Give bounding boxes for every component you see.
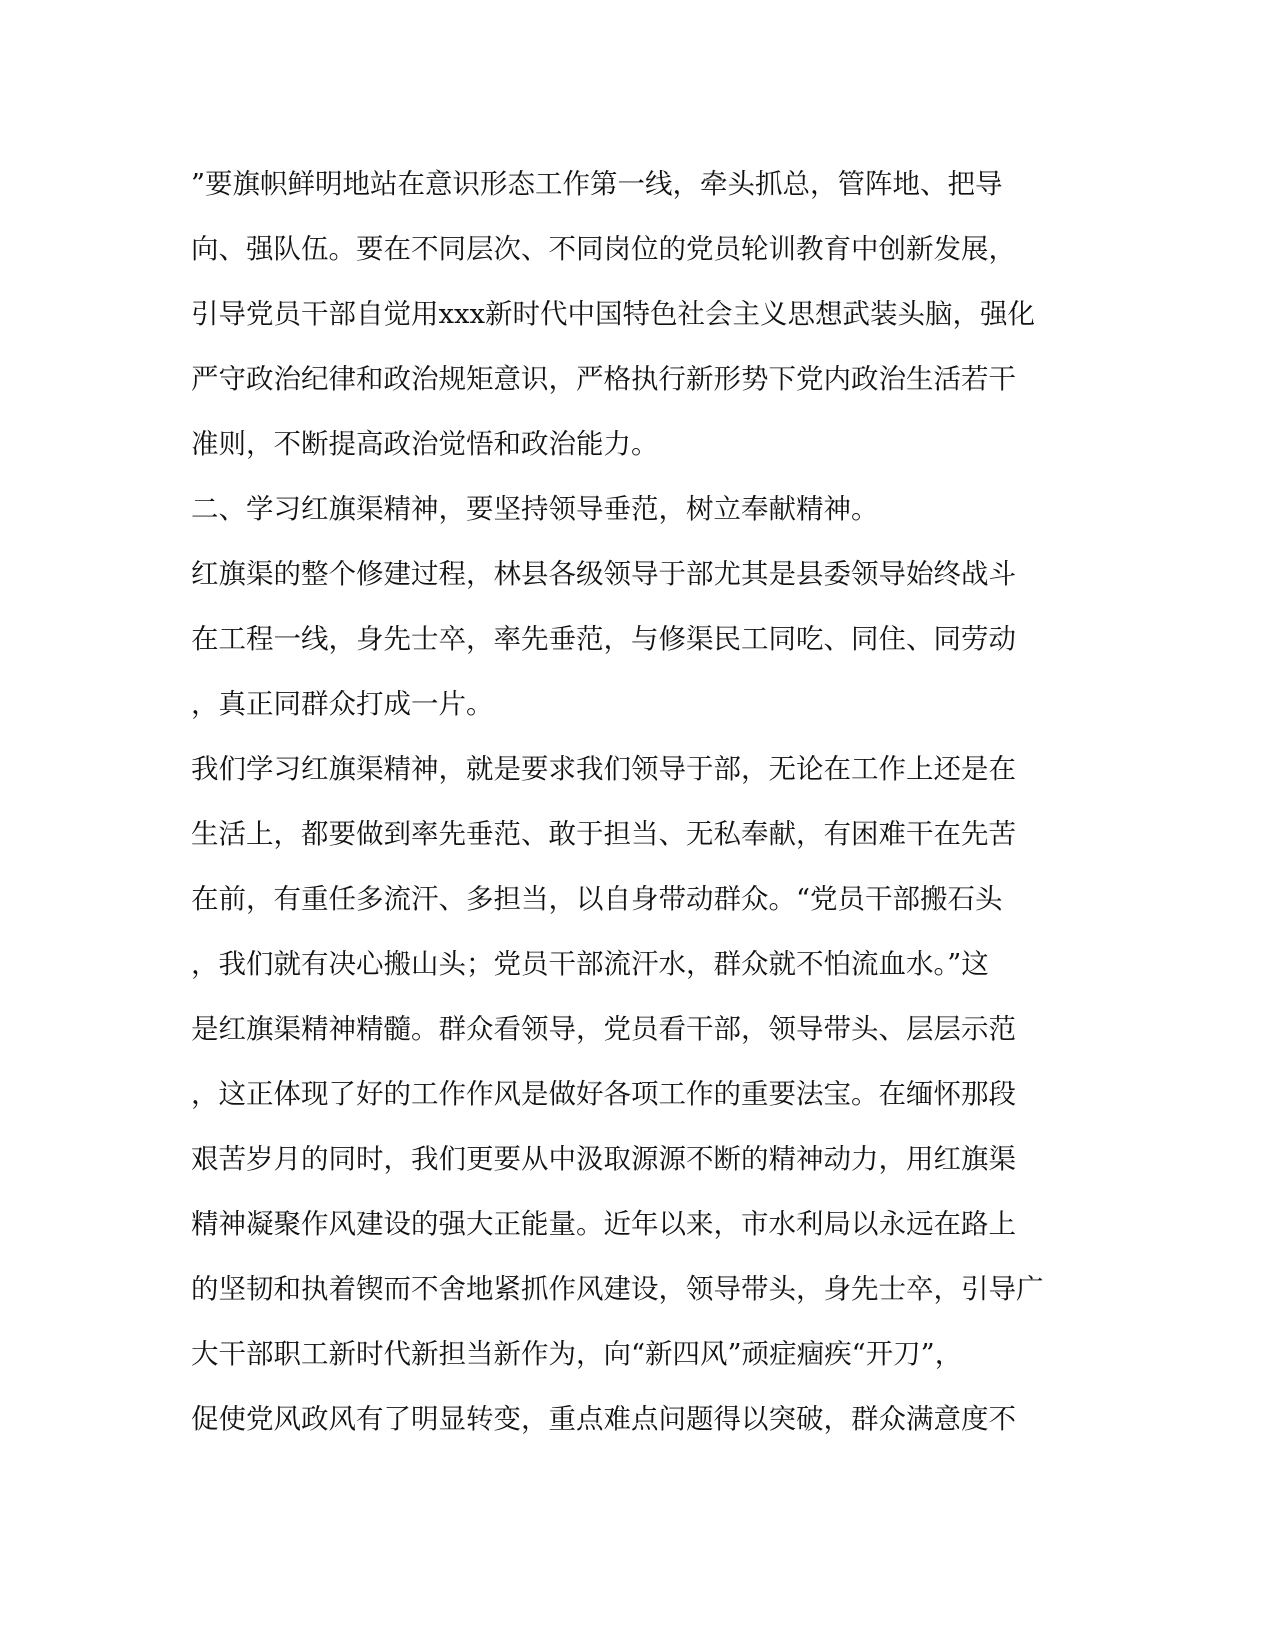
document-body [191, 152, 1071, 1452]
text-line: ，真正同群众打成一片。 [191, 688, 494, 720]
text-line: 我们学习红旗渠精神，就是要求我们领导于部，无论在工作上还是在 [191, 753, 1016, 785]
text-line: ”要旗帜鲜明地站在意识形态工作第一线，牵头抓总，管阵地、把导 [191, 168, 1003, 200]
text-line: ，这正体现了好的工作作风是做好各项工作的重要法宝。在缅怀那段 [191, 1078, 1016, 1110]
text-line: ，我们就有决心搬山头；党员干部流汗水，群众就不怕流血水。”这 [191, 948, 989, 980]
section-heading: 二、学习红旗渠精神，要坚持领导垂范，树立奉献精神。 [191, 493, 879, 525]
text-line: 准则，不断提高政治觉悟和政治能力。 [191, 428, 659, 460]
text-line: 的坚韧和执着锲而不舍地紧抓作风建设，领导带头，身先士卒，引导广 [191, 1273, 1044, 1305]
text-line: 红旗渠的整个修建过程，林县各级领导于部尤其是县委领导始终战斗 [191, 558, 1016, 590]
text-line: 是红旗渠精神精髓。群众看领导，党员看干部，领导带头、层层示范 [191, 1013, 1016, 1045]
text-line: 向、强队伍。要在不同层次、不同岗位的党员轮训教育中创新发展， [191, 233, 1016, 265]
text-line: 大干部职工新时代新担当新作为，向“新四风”顽症痼疾“开刀”， [191, 1338, 963, 1370]
text-line: 严守政治纪律和政治规矩意识，严格执行新形势下党内政治生活若干 [191, 363, 1016, 395]
text-line: 在前，有重任多流汗、多担当，以自身带动群众。“党员干部搬石头 [191, 883, 1003, 915]
text-line: 精神凝聚作风建设的强大正能量。近年以来，市水利局以永远在路上 [191, 1208, 1016, 1240]
text-line: 引导党员干部自觉用xxx新时代中国特色社会主义思想武装头脑，强化 [191, 298, 1036, 330]
text-line: 艰苦岁月的同时，我们更要从中汲取源源不断的精神动力，用红旗渠 [191, 1143, 1016, 1175]
text-line: 生活上，都要做到率先垂范、敢于担当、无私奉献，有困难干在先苦 [191, 818, 1016, 850]
text-line: 促使党风政风有了明显转变，重点难点问题得以突破，群众满意度不 [191, 1403, 1016, 1435]
text-line: 在工程一线，身先士卒，率先垂范，与修渠民工同吃、同住、同劳动 [191, 623, 1016, 655]
